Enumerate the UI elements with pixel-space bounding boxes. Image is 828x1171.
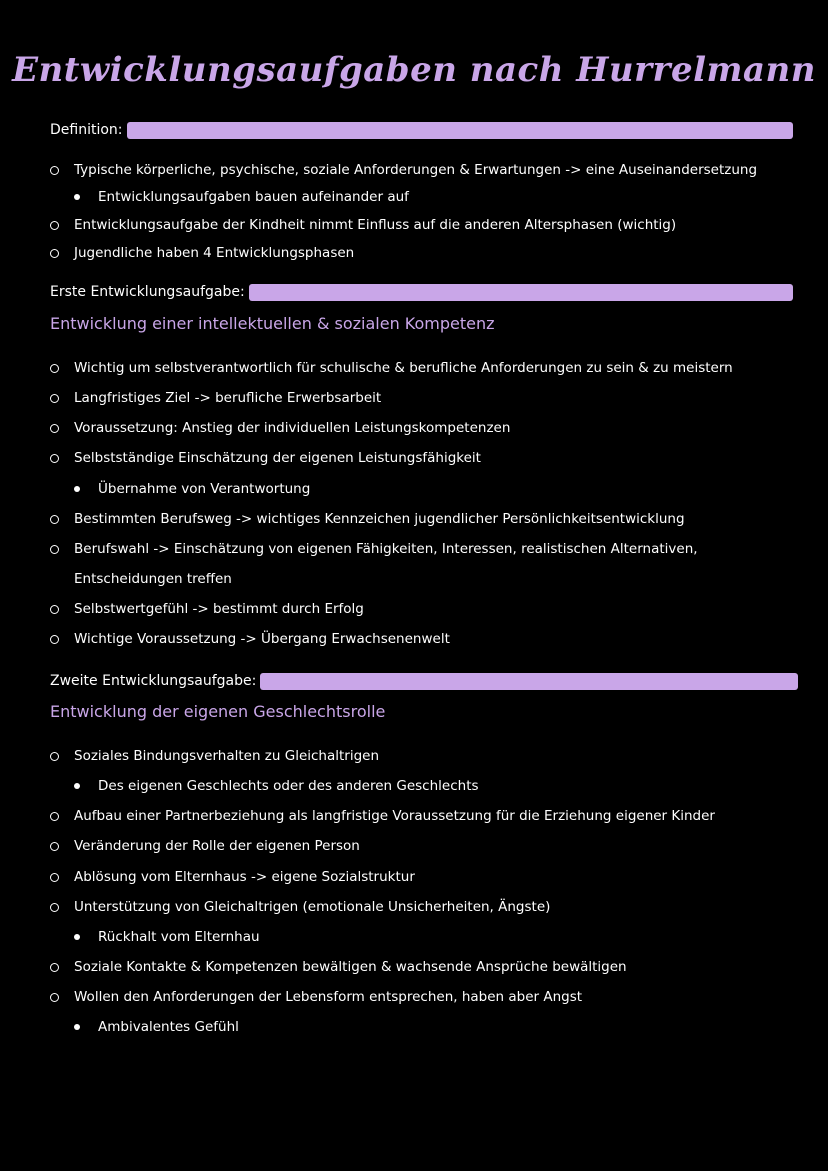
list-item-text: Des eigenen Geschlechts oder des anderen Geschlechts: [98, 778, 479, 794]
definition-header: [50, 119, 793, 141]
circle-bullet-icon: [50, 166, 59, 175]
circle-bullet-icon: [50, 515, 59, 524]
circle-bullet-icon: [50, 752, 59, 761]
zweite-subtitle: Entwicklung der eigenen Geschlechtsrolle: [50, 702, 386, 721]
list-item: [50, 892, 788, 922]
list-item: [50, 594, 788, 624]
circle-bullet-icon: [50, 545, 59, 554]
list-item-text: Aufbau einer Partnerbeziehung als langfristige Voraussetzung für die Erziehung eigener Kinder: [74, 808, 715, 824]
list-item-text: Wollen den Anforderungen der Lebensform entsprechen, haben aber Angst: [74, 989, 583, 1005]
list-item-text: Typische körperliche, psychische, soziale Anforderungen & Erwartungen -> eine Auseinandersetzung: [74, 162, 758, 178]
circle-bullet-icon: [50, 963, 59, 972]
list-item: [50, 801, 788, 831]
list-subitem: [74, 474, 788, 504]
circle-bullet-icon: [50, 424, 59, 433]
list-item-text: Soziales Bindungsverhalten zu Gleichaltrigen: [74, 748, 380, 764]
list-subitem: [74, 771, 788, 801]
dot-bullet-icon: [74, 194, 80, 200]
list-item-text: Jugendliche haben 4 Entwicklungsphasen: [74, 245, 355, 261]
circle-bullet-icon: [50, 221, 59, 230]
list-item: [50, 831, 788, 861]
list-item-text: Soziale Kontakte & Kompetenzen bewältigen & wachsende Ansprüche bewältigen: [74, 959, 627, 975]
circle-bullet-icon: [50, 249, 59, 258]
list-item-text: Unterstützung von Gleichaltrigen (emotionale Unsicherheiten, Ängste): [74, 899, 551, 915]
circle-bullet-icon: [50, 364, 59, 373]
list-item-text: Selbstständige Einschätzung der eigenen Leistungsfähigkeit: [74, 450, 481, 466]
page-title: Entwicklungsaufgaben nach Hurrelmann: [12, 50, 816, 90]
erste-subtitle: Entwicklung einer intellektuellen & sozialen Kompetenz: [50, 314, 495, 333]
list-item: [50, 982, 788, 1012]
erste-label: Erste Entwicklungsaufgabe:: [50, 284, 245, 300]
list-item: [50, 952, 788, 982]
dot-bullet-icon: [74, 934, 80, 940]
list-item-text: Veränderung der Rolle der eigenen Person: [74, 838, 360, 854]
circle-bullet-icon: [50, 454, 59, 463]
circle-bullet-icon: [50, 842, 59, 851]
list-item-text: Ablösung vom Elternhaus -> eigene Sozialstruktur: [74, 869, 415, 885]
list-subitem: [74, 182, 788, 212]
list-item-text: Selbstwertgefühl -> bestimmt durch Erfolg: [74, 601, 364, 617]
dot-bullet-icon: [74, 486, 80, 492]
list-item-text: Ambivalentes Gefühl: [98, 1019, 239, 1035]
dot-bullet-icon: [74, 783, 80, 789]
list-item-text: Wichtig um selbstverantwortlich für schulische & berufliche Anforderungen zu sein & zu meistern: [74, 360, 733, 376]
list-item-text: Übernahme von Verantwortung: [98, 481, 311, 497]
list-item: [50, 238, 788, 268]
list-item: [50, 862, 788, 892]
definition-highlight-bar: [127, 122, 793, 139]
list-item: [50, 741, 788, 771]
list-item: [50, 210, 788, 240]
list-item: [50, 624, 788, 654]
list-item-text: Entwicklungsaufgabe der Kindheit nimmt Einfluss auf die anderen Altersphasen (wichtig): [74, 217, 677, 233]
zweite-highlight-bar: [260, 673, 798, 690]
list-item: [50, 443, 788, 473]
definition-label: Definition:: [50, 122, 123, 138]
erste-header: [50, 281, 793, 303]
list-item-text: Berufswahl -> Einschätzung von eigenen Fähigkeiten, Interessen, realistischen Alternativen, Entscheidungen treffen: [74, 541, 698, 587]
circle-bullet-icon: [50, 812, 59, 821]
list-subitem: [74, 922, 788, 952]
circle-bullet-icon: [50, 605, 59, 614]
list-item: [50, 504, 788, 534]
list-item-text: Bestimmten Berufsweg -> wichtiges Kennzeichen jugendlicher Persönlichkeitsentwicklung: [74, 511, 685, 527]
list-item-text: Wichtige Voraussetzung -> Übergang Erwachsenenwelt: [74, 631, 450, 647]
list-subitem: [74, 1012, 788, 1042]
erste-highlight-bar: [249, 284, 793, 301]
zweite-header: [50, 670, 798, 692]
list-item: [50, 383, 788, 413]
list-item-text: Voraussetzung: Anstieg der individuellen Leistungskompetenzen: [74, 420, 511, 436]
circle-bullet-icon: [50, 873, 59, 882]
list-item-text: Langfristiges Ziel -> berufliche Erwerbsarbeit: [74, 390, 382, 406]
list-item: [50, 534, 788, 594]
circle-bullet-icon: [50, 903, 59, 912]
list-item: [50, 353, 788, 383]
zweite-label: Zweite Entwicklungsaufgabe:: [50, 673, 257, 689]
circle-bullet-icon: [50, 635, 59, 644]
dot-bullet-icon: [74, 1024, 80, 1030]
list-item: [50, 413, 788, 443]
circle-bullet-icon: [50, 993, 59, 1002]
list-item-text: Entwicklungsaufgaben bauen aufeinander auf: [98, 189, 409, 205]
list-item-text: Rückhalt vom Elternhau: [98, 929, 260, 945]
circle-bullet-icon: [50, 394, 59, 403]
list-item: [50, 155, 788, 185]
